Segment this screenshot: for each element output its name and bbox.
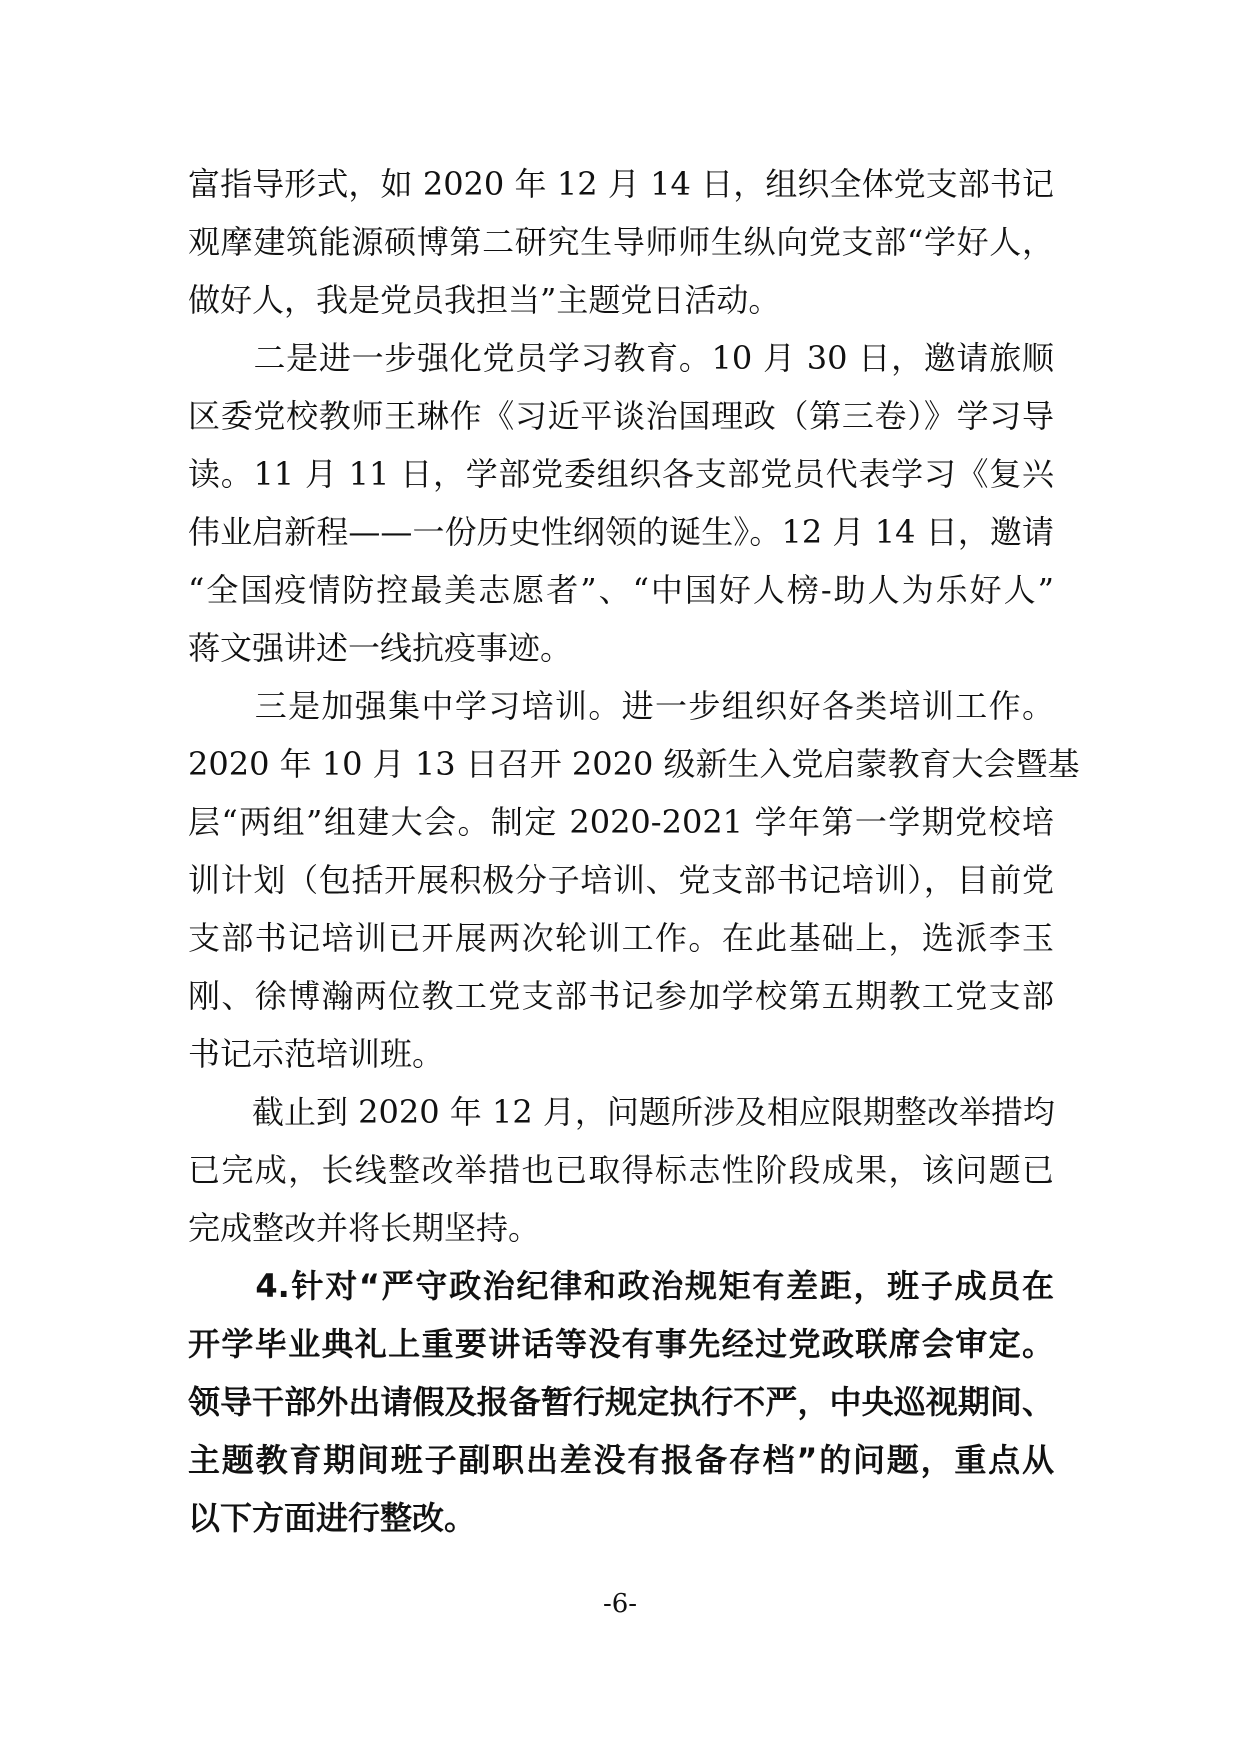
text-line-19: 完成整改并将长期坚持。 [188,1209,541,1247]
text-line-3: 做好人，我是党员我担当”主题党日活动。 [188,281,781,319]
text-line-15: 刚、徐博瀚两位教工党支部书记参加学校第五期教工党支部 [188,977,1054,1015]
text-line-7: 伟业启新程——一份历史性纲领的诞生》。12 月 14 日，邀请 [188,513,1054,551]
text-line-16: 书记示范培训班。 [188,1035,445,1073]
text-line-18: 已完成，长线整改举措也已取得标志性阶段成果，该问题已 [188,1151,1054,1189]
text-line-11: 2020 年 10 月 13 日召开 2020 级新生入党启蒙教育大会暨基 [188,745,1080,783]
text-line-12: 层“两组”组建大会。制定 2020-2021 学年第一学期党校培 [188,803,1054,841]
text-line-2: 观摩建筑能源硕博第二研究生导师师生纵向党支部“学好人， [188,223,1054,261]
text-line-9: 蒋文强讲述一线抗疫事迹。 [188,629,573,667]
text-line-21-heading: 开学毕业典礼上重要讲话等没有事先经过党政联席会审定。 [188,1325,1054,1363]
text-line-10: 三是加强集中学习培训。进一步组织好各类培训工作。 [188,687,1054,725]
text-line-14: 支部书记培训已开展两次轮训工作。在此基础上，选派李玉 [188,919,1054,957]
text-line-5: 区委党校教师王琳作《习近平谈治国理政（第三卷）》学习导 [188,397,1054,435]
text-line-20-heading: 4.针对“严守政治纪律和政治规矩有差距，班子成员在 [188,1267,1054,1305]
text-line-23-heading: 主题教育期间班子副职出差没有报备存档”的问题，重点从 [188,1441,1054,1479]
page-number: -6- [602,1589,638,1619]
text-line-13: 训计划（包括开展积极分子培训、党支部书记培训），目前党 [188,861,1054,899]
text-line-1: 富指导形式，如 2020 年 12 月 14 日，组织全体党支部书记 [188,165,1054,203]
text-line-8: “全国疫情防控最美志愿者”、“中国好人榜-助人为乐好人” [188,571,1054,609]
text-line-6: 读。11 月 11 日，学部党委组织各支部党员代表学习《复兴 [188,455,1054,493]
text-line-22-heading: 领导干部外出请假及报备暂行规定执行不严，中央巡视期间、 [188,1383,1054,1421]
text-line-17: 截止到 2020 年 12 月，问题所涉及相应限期整改举措均 [188,1093,1055,1131]
text-line-4: 二是进一步强化党员学习教育。10 月 30 日，邀请旅顺 [188,339,1054,377]
text-line-24-heading: 以下方面进行整改。 [188,1499,477,1537]
document-body [188,155,1080,1547]
